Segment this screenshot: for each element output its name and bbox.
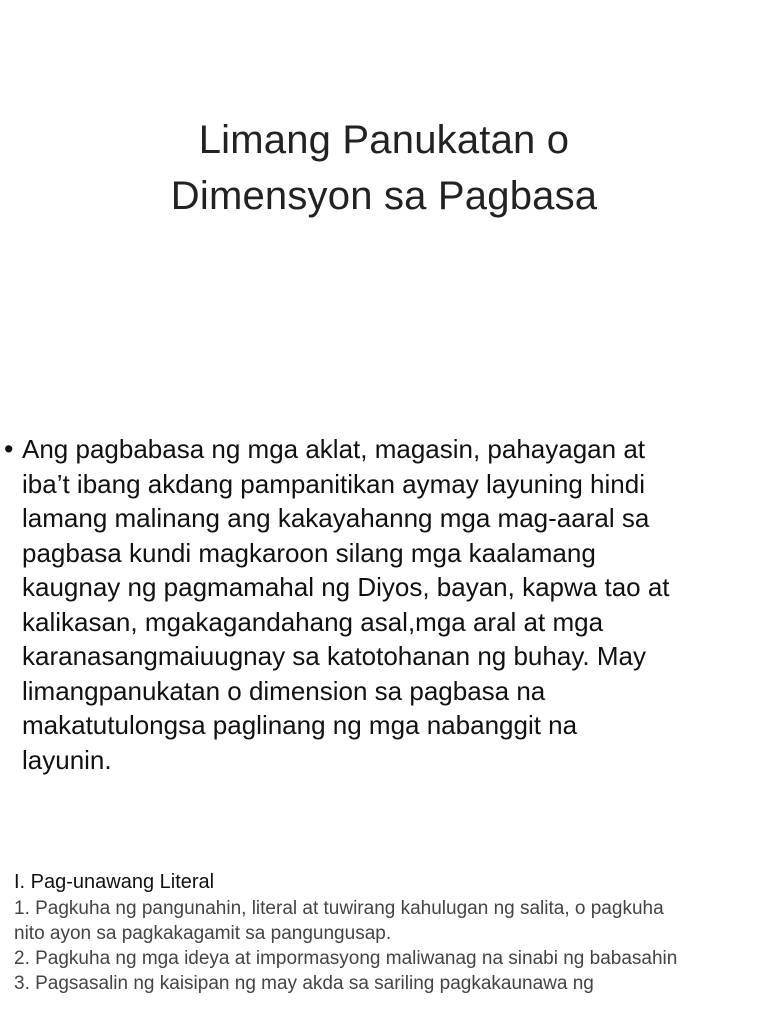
bullet-text: Ang pagbabasa ng mga aklat, magasin, pahayagan at iba’t ibang akdang pampanitikan aymay layuning hindi lamang malinang ang kakayahanng mga mag-aaral sa pagbasa kundi magkaroon silang mga kaalamang kaugnay ng pagmamahal ng Diyos, bayan, kapwa tao at kalikasan, mgakagandahang asal,mga aral at mga karanasangmaiuugnay sa katotohanan ng buhay. May limangpanukatan o dimension sa pagbasa na makatutulongsa paglinang ng mga nabanggit na layunin. — [22, 434, 670, 775]
section-item-2: 2. Pagkuha ng mga ideya at impormasyong maliwanag na sinabi ng babasahin — [14, 948, 678, 969]
section-item-3: 3. Pagsasalin ng kaisipan ng may akda sa sariling pagkakaunawa ng — [14, 973, 594, 994]
bullet-paragraph — [4, 432, 684, 777]
slide-title-line-1: Limang Panukatan o — [198, 118, 570, 162]
literal-comprehension-section — [14, 868, 694, 996]
slide-title — [0, 112, 768, 224]
section-heading: I. Pag-unawang Literal — [14, 871, 215, 893]
slide-title-line-2: Dimensyon sa Pagbasa — [170, 174, 598, 218]
bullet-icon: • — [4, 434, 14, 464]
section-item-1: 1. Pagkuha ng pangunahin, literal at tuwirang kahulugan ng salita, o pagkuha nito ayon sa pagkakagamit sa pangungusap. — [14, 898, 664, 944]
